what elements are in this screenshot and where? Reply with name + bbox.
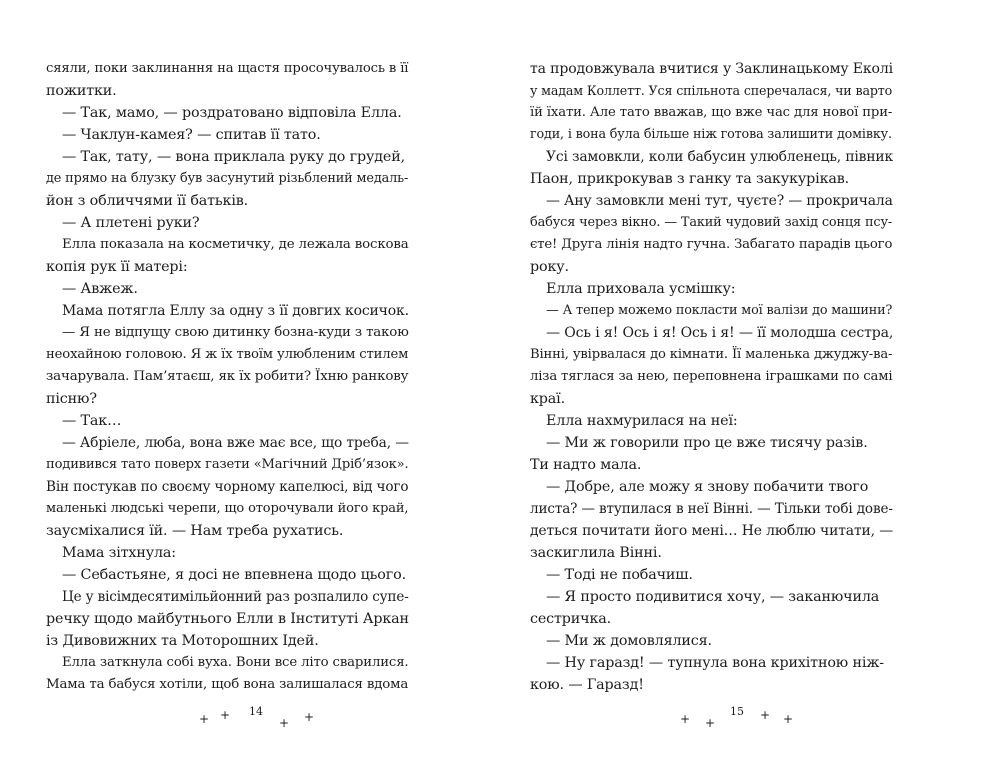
text-line: Це у вісімдесятимільйонний раз розпалило супе- xyxy=(62,589,409,605)
right-page-text xyxy=(530,58,895,696)
text-line: пожитки. xyxy=(46,83,117,99)
text-line: Паон, прикрокував з ганку та закукурікав. xyxy=(530,171,850,187)
text-line: йон з обличчями її батьків. xyxy=(46,193,249,209)
text-line: — Так… xyxy=(62,413,122,429)
text-line: заскиглила Вінні. xyxy=(530,545,662,561)
left-page-text xyxy=(46,58,411,696)
text-line: — Тоді не побачиш. xyxy=(546,567,693,583)
text-line: подивився тато поверх газети «Магічний Дріб’язок». xyxy=(46,457,409,472)
text-line: у мадам Коллетт. Уся спільнота сперечалася, чи варто xyxy=(530,83,893,98)
text-line: неохайною головою. Я ж їх твоїм улюбленим стилем xyxy=(46,347,409,362)
star-ornament: + xyxy=(760,708,771,722)
text-line: маленькі людські черепи, що оторочували його край, xyxy=(46,501,409,516)
text-line: Елла приховала усмішку: xyxy=(546,281,736,297)
text-line: Елла показала на косметичку, де лежала воскова xyxy=(62,237,409,252)
page-number: 14 xyxy=(249,705,263,718)
text-line: де прямо на блузку був засунутий різьблений медаль- xyxy=(46,171,409,186)
text-line: їй їхати. Але тато вважав, що вже час для нової при- xyxy=(530,105,893,120)
star-ornament: + xyxy=(220,708,231,722)
right-page-footer xyxy=(530,705,895,735)
text-line: Мама потягла Еллу за одну з її довгих косичок. xyxy=(62,303,409,319)
text-line: деться почитати його мені… Не люблю читати, — xyxy=(530,523,894,539)
right-page xyxy=(530,0,930,762)
text-line: сяяли, поки заклинання на щастя просочувалось в її xyxy=(46,61,409,76)
page-number: 15 xyxy=(730,705,744,718)
text-line: Він постукав по своєму чорному капелюсі, від чого xyxy=(46,479,409,495)
text-line: кою. — Гаразд! xyxy=(530,677,644,693)
text-line: — Ми ж говорили про це вже тисячу разів. xyxy=(546,435,868,451)
text-line: пісню? xyxy=(46,391,97,407)
text-line: Усі замовкли, коли бабусин улюбленець, півник xyxy=(546,149,894,165)
text-line: та продовжувала вчитися у Заклинацькому Еколі xyxy=(530,61,893,77)
text-line: Елла заткнула собі вуха. Вони все літо сварилися. xyxy=(62,655,409,670)
text-line: Вінні, увірвалася до кімнати. Її маленька джуджу-ва- xyxy=(530,347,893,362)
text-line: — А плетені руки? xyxy=(62,215,200,231)
text-line: бабуся через вікно. — Такий чудовий захід сонця псу- xyxy=(530,215,893,230)
text-line: копія рук її матері: xyxy=(46,259,188,275)
left-page-footer xyxy=(46,705,411,735)
text-line: року. xyxy=(530,259,569,275)
text-line: Ти надто мала. xyxy=(530,457,642,473)
text-line: — Я просто подивитися хочу, — заканючила xyxy=(546,589,880,605)
text-line: ліза тяглася за нею, переповнена іграшками по самі xyxy=(530,369,893,384)
star-ornament: + xyxy=(279,716,290,730)
text-line: Елла нахмурилася на неї: xyxy=(546,413,738,429)
text-line: із Дивовижних та Моторошних Ідей. xyxy=(46,633,319,649)
star-ornament: + xyxy=(680,712,691,726)
text-line: Мама зітхнула: xyxy=(62,545,176,561)
text-line: — Ми ж домовлялися. xyxy=(546,633,712,649)
star-ornament: + xyxy=(304,710,315,724)
star-ornament: + xyxy=(705,716,716,730)
text-line: — Так, мамо, — роздратовано відповіла Елла. xyxy=(62,105,402,121)
text-line: годи, і вона була більше ніж готова залишити домівку. xyxy=(530,127,892,142)
text-line: — Добре, але можу я знову побачити твого xyxy=(546,479,869,495)
text-line: — Так, тату, — вона приклала руку до грудей, xyxy=(62,149,405,165)
text-line: — Ану замовкли мені тут, чуєте? — прокричала xyxy=(546,193,893,209)
text-line: — Ось і я! Ось і я! Ось і я! — її молодша сестра, xyxy=(546,325,894,341)
text-line: — Я не відпущу свою дитинку бозна-куди з такою xyxy=(62,325,409,340)
text-line: краї. xyxy=(530,391,565,407)
text-line: — Авжеж. xyxy=(62,281,138,297)
text-line: — Абріеле, люба, вона вже має все, що треба, — xyxy=(62,435,409,451)
star-ornament: + xyxy=(199,712,210,726)
text-line: сестричка. xyxy=(530,611,612,627)
text-line: Мама та бабуся хотіли, щоб вона залишалася вдома xyxy=(46,677,409,692)
left-page xyxy=(46,0,446,762)
text-line: речку щодо майбутнього Елли в Інституті Аркан xyxy=(46,611,409,627)
text-line: — Ну гаразд! — тупнула вона крихітною ніж- xyxy=(546,655,884,671)
text-line: зачарувала. Пам’ятаєш, як їх робити? Їхню ранкову xyxy=(46,369,409,384)
star-ornament: + xyxy=(783,712,794,726)
text-line: — Себастьяне, я досі не впевнена щодо цього. xyxy=(62,567,406,583)
text-line: листа? — втупилася в неї Вінні. — Тільки тобі дове- xyxy=(530,501,893,517)
text-line: — Чаклун-камея? — спитав її тато. xyxy=(62,127,321,143)
text-line: — А тепер можемо покласти мої валізи до машини? xyxy=(546,303,893,318)
text-line: єте! Друга лінія надто гучна. Забагато парадів цього xyxy=(530,237,893,252)
text-line: заусміхалися їй. — Нам треба рухатись. xyxy=(46,523,344,539)
